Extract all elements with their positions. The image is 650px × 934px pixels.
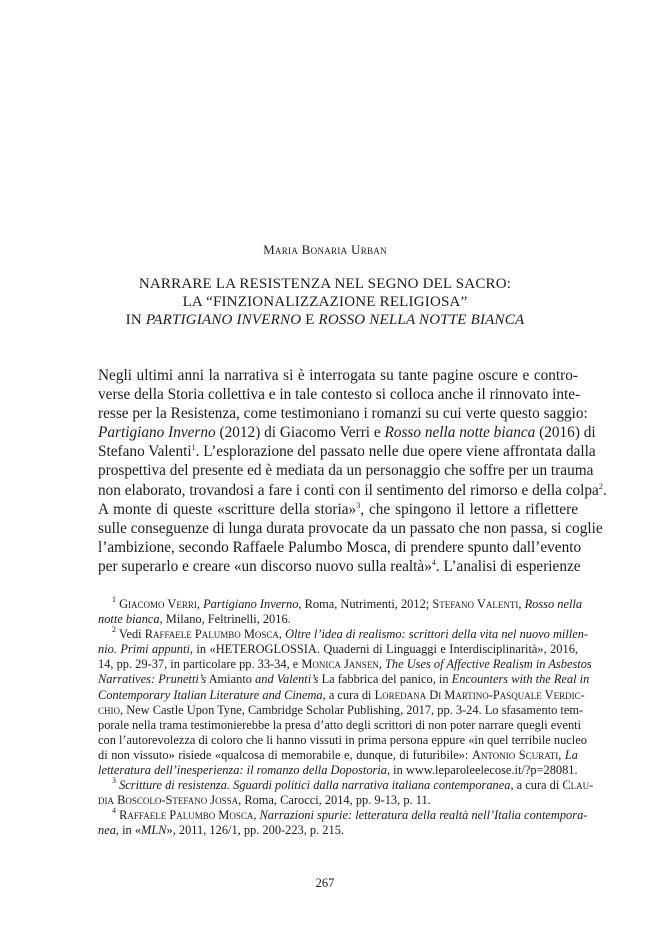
footnote-ref-3: 3 — [356, 500, 361, 510]
footnote-ref-1: 1 — [191, 443, 196, 453]
title-line-1: NARRARE LA RESISTENZA NEL SEGNO DEL SACRO: — [138, 276, 512, 292]
title-work-2: ROSSO NELLA NOTTE BIANCA — [318, 312, 525, 328]
title-line-2: LA “FINZIONALIZZAZIONE RELIGIOSA” — [182, 294, 468, 310]
page-number: 267 — [315, 876, 335, 890]
footnotes — [98, 595, 594, 839]
paragraph-1: Negli ultimi anni la narrativa si è interrogata su tante pagine oscure e contro- verse della Storia collettiva e in tale contesto si colloca anche il rinnovato inte- resse per la Resistenza, come testimoniano i romanzi su cui verte questo saggio: Partigiano Inverno (2012) di Giacomo Verri e Rosso nella notte bianca (2016) di Stefano Valenti$^1$. L’esplorazione del passato nelle due opere viene affrontata dalla prospettiva del presente ed è mediata da un personaggio che soffre per un trauma non elaborato, trovandosi a fare i conti con il sentimento del rimorso e della colpa$^2$. — [98, 367, 607, 499]
footnote-4: $^4$ Raffaele Palumbo Mosca, Narrazioni spurie: letteratura della realtà nell’Italia contempora- nea, in «MLN», 2011, 126/1, pp. 200-223, p. 215. — [98, 806, 588, 838]
footnote-ref-4: 4 — [431, 557, 436, 567]
author-name: Maria Bonaria Urban — [263, 242, 387, 257]
footnote-2: $^2$ Vedi Raffaele Palumbo Mosca, Oltre l’idea di realismo: scrittori della vita nel nuovo millen- nio. Primi appunti, in «HETEROGLOSSIA. Quaderni di Linguaggi e Interdisciplinarità», 2016, 14, pp. 29-37, in particolare pp. 33-34, e Monica Jansen, The Uses of Affective Realism in Asbestos Narratives: Prunetti’s Amianto and Valenti’s La fabbrica del panico, in Encounters with the Real in Contemporary Italian Literature and Cinema, a cura di Loredana Di Martino-Pasquale Verdic- chio, New Castle Upon Tyne, Cambridge Scholar Publishing, 2017, pp. 3-24. Lo sfasamento tem- porale nella trama testimonierebbe la presa d’atto degli scrittori di non poter narrare quegli eventi con l’autorevolezza di coloro che li hanno vissuti in prima persona eppure «in quel terribile nucleo di non vissuto» risiede «qualcosa di memorabile e, dunque, di futuribile»: Antonio Scurati, La letteratura dell’inesperienza: il romanzo della Dopostoria, in www.leparoleelecose.it/?p=28081. — [98, 625, 592, 778]
footnote-3: $^3$ Scritture di resistenza. Sguardi politici dalla narrativa italiana contemporanea, a cura di Clau- dia Boscolo-Stefano Jossa, Roma, Carocci, 2014, pp. 9-13, p. 11. — [98, 776, 594, 808]
body-text — [98, 366, 607, 576]
title-line-3: IN PARTIGIANO INVERNO E ROSSO NELLA NOTTE BIANCA — [125, 312, 525, 328]
footnote-1: $^1$ Giacomo Verri, Partigiano Inverno, Roma, Nutrimenti, 2012; Stefano Valenti, Rosso nella notte bianca, Milano, Feltrinelli, 2016. — [98, 595, 583, 627]
title-work-1: PARTIGIANO INVERNO — [145, 312, 302, 328]
article-title — [0, 275, 650, 329]
paragraph-2: A monte di queste «scritture della storia»$^3$, che spingono il lettore a riflettere sulle conseguenze di lunga durata provocate da un passato che non passa, si coglie l’ambizione, secondo Raffaele Palumbo Mosca, di prendere spunto dall’evento per superarlo e creare «un discorso nuovo sulla realtà»$^4$. L’analisi di esperienze — [98, 500, 603, 575]
footnote-ref-2: 2 — [598, 481, 603, 491]
